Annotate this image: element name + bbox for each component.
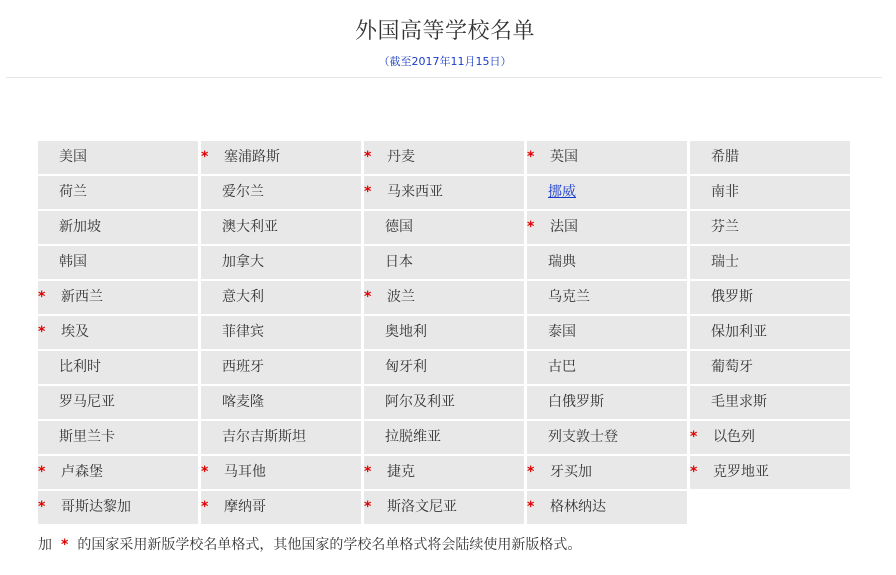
country-cell[interactable] (364, 386, 524, 419)
star-icon: * (38, 324, 46, 340)
country-name[interactable]: 克罗地亚 (713, 464, 769, 480)
country-cell[interactable] (38, 386, 198, 419)
country-name[interactable]: 喀麦隆 (222, 394, 264, 410)
country-cell[interactable] (201, 421, 361, 454)
country-cell[interactable] (201, 211, 361, 244)
country-cell[interactable] (201, 316, 361, 349)
country-cell[interactable] (690, 456, 850, 489)
country-cell[interactable] (364, 176, 524, 209)
country-cell[interactable] (201, 141, 361, 174)
country-link[interactable]: 挪威 (548, 184, 576, 200)
country-name[interactable]: 马来西亚 (387, 184, 443, 200)
star-icon: * (201, 499, 209, 515)
country-cell[interactable] (201, 351, 361, 384)
star-icon: * (690, 464, 698, 480)
star-icon: * (38, 464, 46, 480)
country-name[interactable]: 乌克兰 (548, 289, 590, 305)
country-cell[interactable] (364, 141, 524, 174)
country-cell[interactable] (527, 141, 687, 174)
country-name[interactable]: 拉脱维亚 (385, 429, 441, 445)
star-icon: * (364, 184, 372, 200)
country-name[interactable]: 匈牙利 (385, 359, 427, 375)
country-name[interactable]: 新西兰 (61, 289, 103, 305)
country-name[interactable]: 马耳他 (224, 464, 266, 480)
country-name[interactable]: 白俄罗斯 (548, 394, 604, 410)
country-cell[interactable] (690, 386, 850, 419)
country-name[interactable]: 牙买加 (550, 464, 592, 480)
country-name[interactable]: 比利时 (59, 359, 101, 375)
country-cell[interactable] (201, 456, 361, 489)
country-name[interactable]: 德国 (385, 219, 413, 235)
country-name[interactable]: 保加利亚 (711, 324, 767, 340)
star-icon: * (364, 149, 372, 165)
country-cell[interactable] (527, 316, 687, 349)
country-cell[interactable] (364, 351, 524, 384)
star-icon: * (201, 149, 209, 165)
country-name[interactable]: 泰国 (548, 324, 576, 340)
star-icon: * (61, 537, 69, 553)
country-name[interactable]: 古巴 (548, 359, 576, 375)
country-cell[interactable] (690, 316, 850, 349)
star-icon: * (364, 289, 372, 305)
star-icon: * (201, 464, 209, 480)
country-name[interactable]: 俄罗斯 (711, 289, 753, 305)
country-name[interactable]: 澳大利亚 (222, 219, 278, 235)
footer-text: 的国家采用新版学校名单格式，其他国家的学校名单格式将会陆续使用新版格式。 (77, 537, 582, 553)
empty-cell (690, 491, 850, 524)
country-name[interactable]: 列支敦士登 (548, 429, 618, 445)
country-cell[interactable] (38, 491, 198, 524)
country-name[interactable]: 毛里求斯 (711, 394, 767, 410)
header-divider (6, 77, 882, 78)
country-name[interactable]: 韩国 (59, 254, 87, 270)
star-icon: * (690, 429, 698, 445)
country-name[interactable]: 英国 (550, 149, 578, 165)
country-cell[interactable] (201, 246, 361, 279)
country-cell[interactable] (364, 456, 524, 489)
country-cell[interactable] (690, 246, 850, 279)
country-name[interactable]: 南非 (711, 184, 739, 200)
country-cell[interactable] (527, 491, 687, 524)
footer-note (38, 534, 581, 554)
country-cell[interactable] (38, 141, 198, 174)
country-cell[interactable] (38, 211, 198, 244)
country-name[interactable]: 荷兰 (59, 184, 87, 200)
country-name[interactable]: 瑞典 (548, 254, 576, 270)
country-name[interactable]: 格林纳达 (550, 499, 606, 515)
country-cell[interactable] (527, 281, 687, 314)
country-name[interactable]: 芬兰 (711, 219, 739, 235)
country-name[interactable]: 菲律宾 (222, 324, 264, 340)
country-grid (38, 141, 852, 524)
star-icon: * (527, 219, 535, 235)
country-cell[interactable] (364, 246, 524, 279)
country-name[interactable]: 日本 (385, 254, 413, 270)
country-name[interactable]: 斯洛文尼亚 (387, 499, 457, 515)
country-name[interactable]: 捷克 (387, 464, 415, 480)
country-name[interactable]: 斯里兰卡 (59, 429, 115, 445)
country-name[interactable]: 法国 (550, 219, 578, 235)
footer-prefix: 加 (38, 537, 52, 553)
country-cell[interactable] (364, 281, 524, 314)
country-cell[interactable] (690, 211, 850, 244)
star-icon: * (364, 499, 372, 515)
country-cell[interactable] (201, 176, 361, 209)
country-name[interactable]: 摩纳哥 (224, 499, 266, 515)
country-cell[interactable] (201, 491, 361, 524)
country-name[interactable]: 哥斯达黎加 (61, 499, 131, 515)
country-name[interactable]: 塞浦路斯 (224, 149, 280, 165)
country-cell[interactable] (527, 386, 687, 419)
date-note: （截至2017年11月15日） (378, 55, 512, 68)
country-cell[interactable] (38, 176, 198, 209)
country-cell[interactable] (364, 211, 524, 244)
star-icon: * (527, 464, 535, 480)
country-name[interactable]: 爱尔兰 (222, 184, 264, 200)
country-cell[interactable] (690, 176, 850, 209)
country-cell[interactable] (527, 176, 687, 209)
country-name[interactable]: 葡萄牙 (711, 359, 753, 375)
country-cell[interactable] (364, 491, 524, 524)
country-name[interactable]: 希腊 (711, 149, 739, 165)
star-icon: * (527, 499, 535, 515)
star-icon: * (38, 289, 46, 305)
country-name[interactable]: 西班牙 (222, 359, 264, 375)
country-cell[interactable] (690, 421, 850, 454)
country-name[interactable]: 丹麦 (387, 149, 415, 165)
country-cell[interactable] (527, 246, 687, 279)
country-name[interactable]: 波兰 (387, 289, 415, 305)
country-cell[interactable] (690, 351, 850, 384)
star-icon: * (38, 499, 46, 515)
star-icon: * (364, 464, 372, 480)
country-name[interactable]: 卢森堡 (61, 464, 103, 480)
country-cell[interactable] (38, 281, 198, 314)
country-name[interactable]: 加拿大 (222, 254, 264, 270)
country-cell[interactable] (201, 386, 361, 419)
country-cell[interactable] (527, 421, 687, 454)
country-cell[interactable] (364, 316, 524, 349)
country-cell[interactable] (201, 281, 361, 314)
page-title: 外国高等学校名单 (354, 19, 535, 44)
country-name[interactable]: 埃及 (61, 324, 89, 340)
country-cell[interactable] (527, 456, 687, 489)
country-cell[interactable] (690, 141, 850, 174)
country-cell[interactable] (690, 281, 850, 314)
country-cell[interactable] (364, 421, 524, 454)
country-cell[interactable] (38, 421, 198, 454)
country-cell[interactable] (38, 316, 198, 349)
country-cell[interactable] (38, 246, 198, 279)
country-cell[interactable] (527, 351, 687, 384)
country-name[interactable]: 新加坡 (59, 219, 101, 235)
country-cell[interactable] (38, 456, 198, 489)
country-name[interactable]: 以色列 (713, 429, 755, 445)
country-name[interactable]: 吉尔吉斯斯坦 (222, 429, 306, 445)
star-icon: * (527, 149, 535, 165)
country-name[interactable]: 阿尔及利亚 (385, 394, 455, 410)
country-name[interactable]: 瑞士 (711, 254, 739, 270)
country-cell[interactable] (38, 351, 198, 384)
country-name[interactable]: 奥地利 (385, 324, 427, 340)
country-name[interactable]: 美国 (59, 149, 87, 165)
country-name[interactable]: 意大利 (222, 289, 264, 305)
country-cell[interactable] (527, 211, 687, 244)
country-name[interactable]: 罗马尼亚 (59, 394, 115, 410)
